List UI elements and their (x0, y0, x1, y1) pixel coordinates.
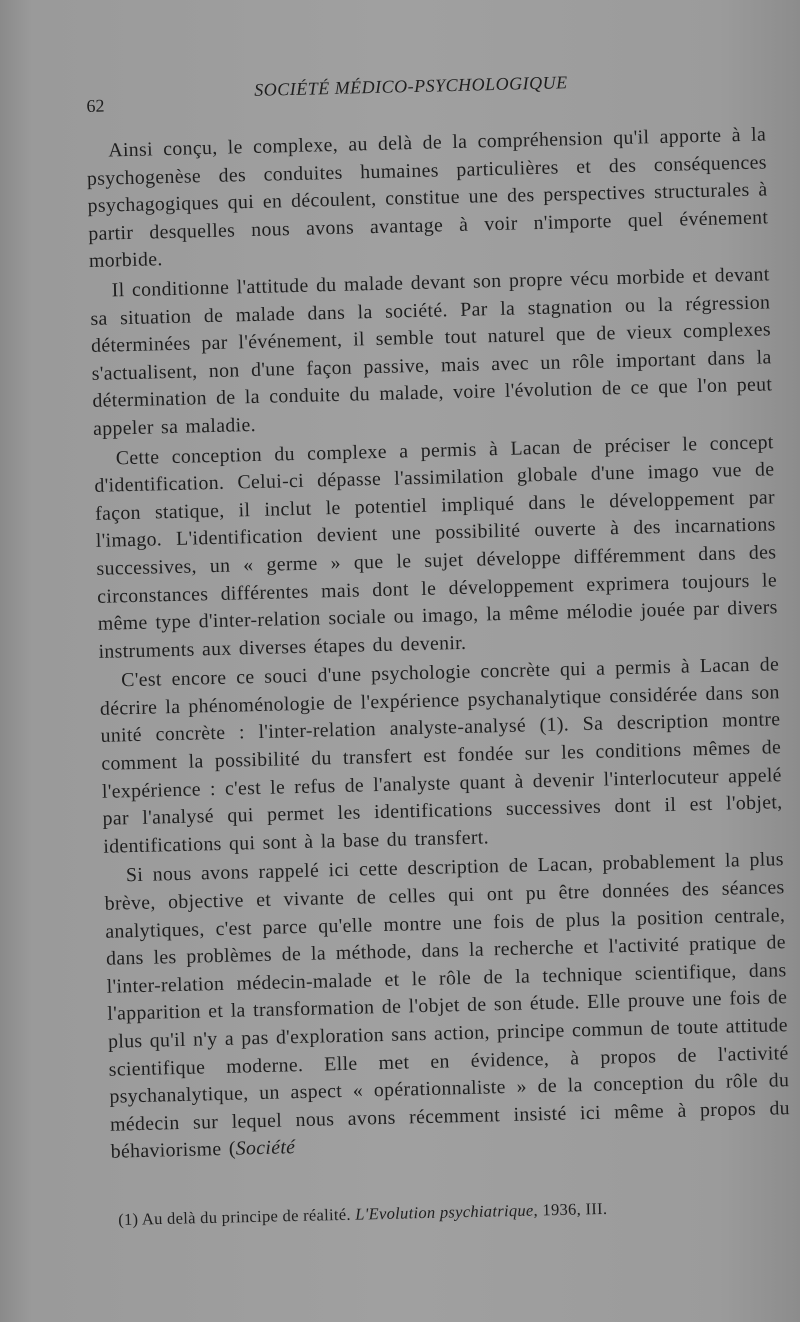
paragraph-last-italic: Société (235, 1136, 296, 1161)
paragraph: Cette conception du complexe a permis à Lacan de préciser le concept d'identification. Celui-ci dépasse l'assimilation globale d'une imago vue de façon statique, il inclut le potentiel impliqué dans le développement par l'imago. L'identification devient une possibilité ouverte à des incarnations successives, un « germe » que le sujet développe différemment dans des circonstances différentes mais dont le développement exprimera toujours le même type d'inter-relation sociale ou imago, la même mélodie jouée par divers instruments aux diverses étapes du devenir. (94, 430, 778, 663)
running-title: SOCIÉTÉ MÉDICO-PSYCHOLOGIQUE (253, 72, 568, 100)
paragraph: Il conditionne l'attitude du malade devant son propre vécu morbide et devant sa situation de malade dans la société. Par la stagnation ou la régression déterminées par l'événement, il semble tout naturel que de vieux complexes s'actualisent, non d'une façon passive, mais avec un rôle important dans la détermination de la conduite du malade, voire l'évolution de ce que l'on peut appeler sa maladie. (90, 263, 773, 440)
body-text (86, 121, 791, 1166)
paragraph: C'est encore ce souci d'une psychologie concrète qui a permis à Lacan de décrire la phénoménologie de l'expérience psychanalytique considérée dans son unité concrète : l'inter-relation analyste-analysé (1). Sa description montre comment la possibilité du transfert est fondée sur les conditions mêmes de l'expérience : c'est le refus de l'analyste quant à devenir l'interlocuteur appelé par l'analysé qui permet les identifications successives dont il est l'objet, identifications qui sont à la base du transfert. (99, 653, 783, 858)
paragraph: Ainsi conçu, le complexe, au delà de la compréhension qu'il apporte à la psychogenèse des conduites humaines particulières et des conséquences psychagogiques qui en découlent, constitue une des perspectives structurales à partir desquelles nous avons avantage à voir n'importe quel événement morbide. (86, 123, 769, 273)
page-header (86, 67, 767, 114)
footnote (118, 1195, 768, 1230)
paragraph-last-text: Si nous avons rappelé ici cette description de Lacan, probablement la plus brève, objective et vivante de celles qui ont pu être données des séances analytiques, c'est parce qu'elle montre une fois de plus la position centrale, dans les problèmes de la méthode, dans la recherche et l'activité pratique de l'inter-relation médecin-malade et le rôle de la technique scientifique, dans l'apparition et la transformation de l'objet de son étude. Elle prouve une fois de plus qu'il n'y a pas d'exploration sans action, principe commun de toute attitude scientifique moderne. Elle met en évidence, à propos de l'activité psychanalytique, un aspect « opérationnaliste » de la conception du rôle du médecin sur lequel nous avons récemment insisté ici même à propos du béhaviorisme ( (104, 848, 791, 1164)
page-number: 62 (86, 95, 105, 116)
footnote-text: (1) Au delà du principe de réalité. (118, 1204, 356, 1229)
footnote-reference: , 1936, III. (533, 1198, 608, 1220)
paragraph-last (104, 847, 791, 1167)
footnote-journal-title: L'Evolution psychiatrique (355, 1200, 534, 1224)
